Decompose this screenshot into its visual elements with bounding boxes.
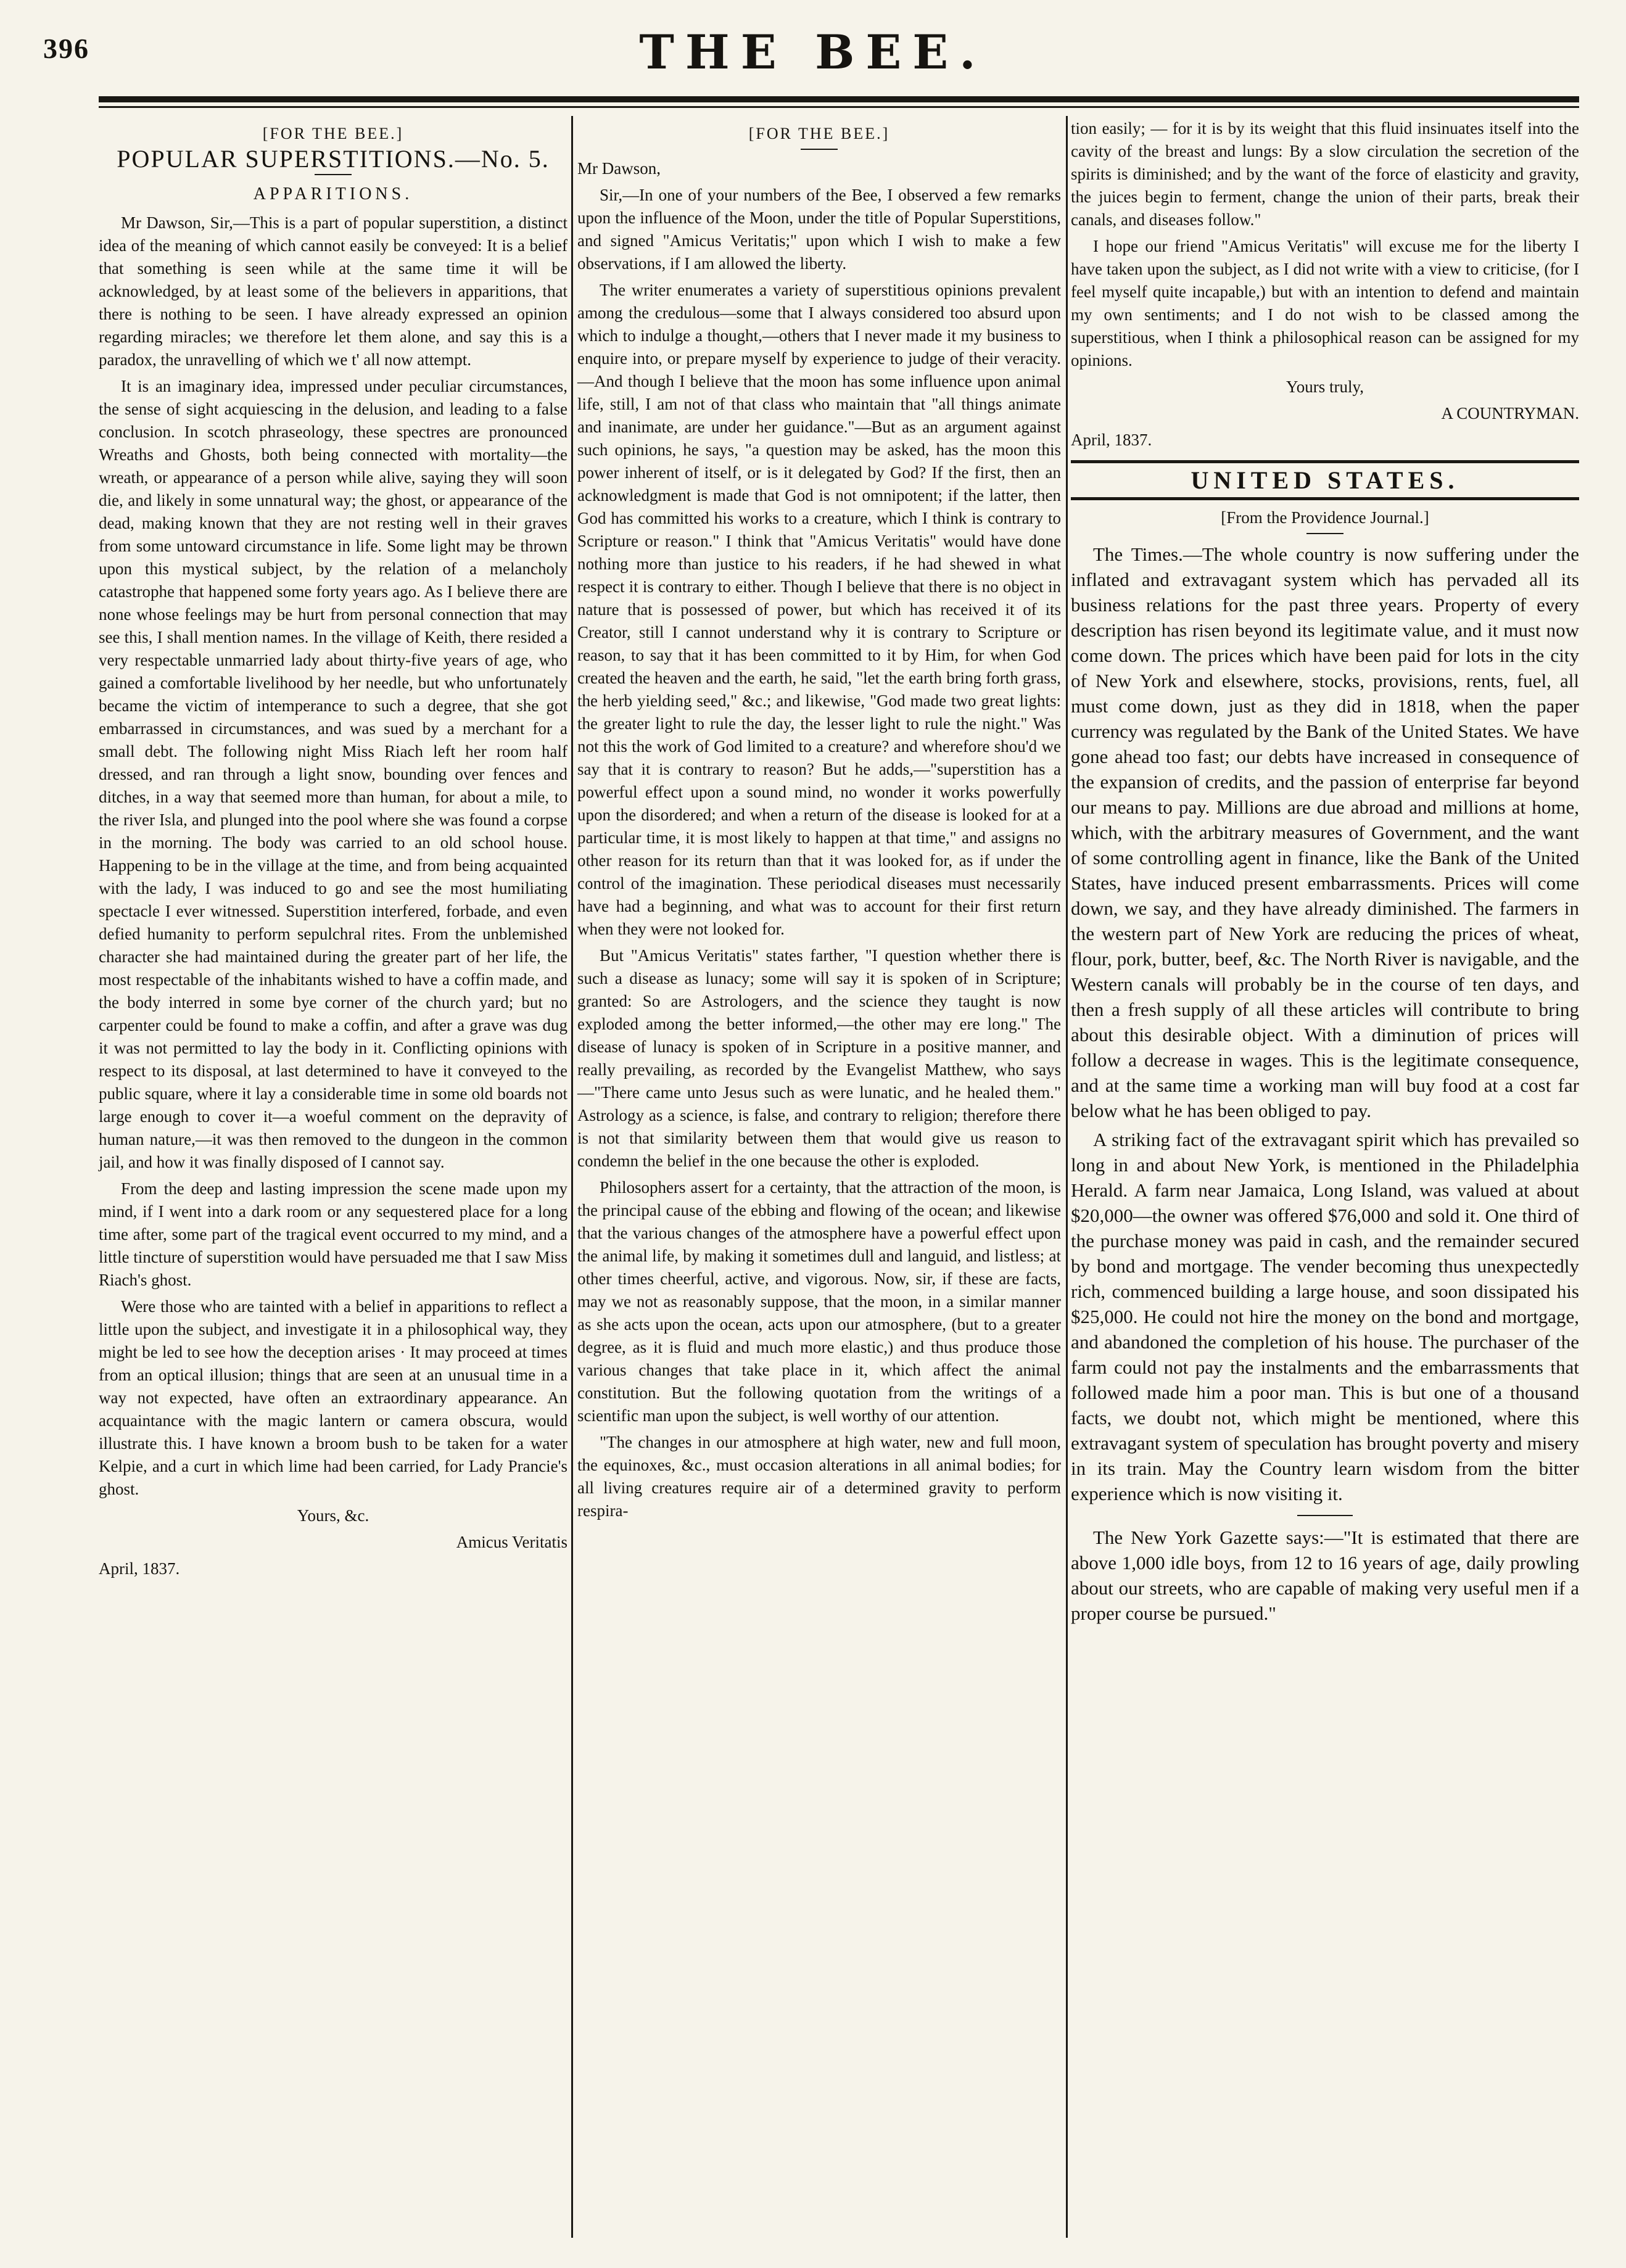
signature: A COUNTRYMAN. [1441, 404, 1579, 423]
header-rule-thin [99, 106, 1579, 108]
note-rule [801, 149, 838, 150]
closing: Yours truly, [1286, 377, 1364, 396]
page-number: 396 [43, 33, 89, 64]
closing: Yours, &c. [297, 1506, 369, 1525]
article-subtitle: APPARITIONS. [253, 184, 413, 204]
article-separator [1297, 1515, 1353, 1516]
news-paragraph: The New York Gazette says:—"It is estimated that there are above 1,000 idle boys, from 12 to 16 years of age, daily prowling about our streets, who are capable of making very useful men if a proper course be pursued." [1071, 1527, 1579, 1624]
date-line: April, 1837. [1071, 431, 1152, 449]
article-paragraph: tion easily; — for it is by its weight that this fluid insinuates itself into the cavity of the breast and lungs: By a slow circulation the secretion of the spirits is diminished; and by the want of the force of elasticity and gravity, the juices begin to ferment, change the union of their parts, break their canals, and diseases follow." [1071, 119, 1579, 229]
article-paragraph: It is an imaginary idea, impressed under peculiar circumstances, the sense of sight acquiescing in the delusion, and leading to a false conclusion. In scotch phraseology, these spectres are pronounced Wreaths and Ghosts, both being connected with mortality—the wreath, or appearance of a person while alive, saying they will soon die, and likely in some unnatural way; the ghost, or appearance of the dead, making known that they are not resting well in their graves from some untoward circumstance in life. Some light may be thrown upon this mystical subject, by the relation of a melancholy catastrophe that happened some forty years ago. As I believe there are none whose feelings may be hurt from personal connection that may see this, I shall mention names. In the village of Keith, there resided a very respectable unmarried lady about thirty-five years of age, who gained a comfortable livelihood by her needle, but who unfortunately became the victim of intemperance to such a degree, that she got embarrassed in circumstances, and was sued by a merchant for a small debt. The following night Miss Riach left her room half dressed, and ran through a light snow, bounding over fences and ditches, in a way that seemed more than human, for about a mile, to the river Isla, and plunged into the pool where she was found a corpse in the morning. The body was carried to an old school house. Happening to be in the village at the time, and from being acquainted with the lady, I was induced to go and see the most humiliating spectacle I ever witnessed. Superstition interfered, forbade, and even defied humanity to perform sepulchral rites. From the unblemished character she had maintained during the greater part of her life, the most respectable of the inhabitants wished to have a coffin made, and the body interred in some bye corner of the church yard; but no carpenter could be found to make a coffin, and after a grave was dug it was not permitted to lay the body in it. Conflicting opinions with respect to its disposal, at last determined to have it conveyed to the public square, where it lay a considerable time in some old boards not large enough to cover it—a woeful comment on the depravity of human nature,—it was then removed to the dungeon in the common jail, and how it was finally disposed of I cannot say. [99, 377, 567, 1171]
article-source-note: [FOR THE BEE.] [262, 125, 404, 142]
article-paragraph: Sir,—In one of your numbers of the Bee, I observed a few remarks upon the influence of the Moon, under the title of Popular Superstitions, and signed "Amicus Veritatis;" upon which I wish to make a few observations, if I am allowed the liberty. [577, 186, 1061, 273]
news-paragraph: The Times.—The whole country is now suffering under the inflated and extravagant system which has pervaded all its business relations for the past three years. Property of every description has risen beyond its legitimate value, and it must now come down. The prices which have been paid for lots in the city of New York and elsewhere, stocks, provisions, rents, fuel, all must come down, just as they did in 1818, when the paper currency was regulated by the Bank of the United States. We have gone ahead too fast; our debts have increased in consequence of the expansion of credits, and the passion of enterprise far beyond our means to pay. Millions are due abroad and millions at home, which, with the arbitrary measures of Government, and the want of some controlling agent in finance, like the Bank of the United States, have induced present embarrassments. Prices will come down, we say, and they have already diminished. The farmers in the western part of New York are reducing the prices of wheat, flour, pork, butter, beef, &c. The North River is navigable, and the Western canals will probably be in the course of ten days, and then a fresh supply of all these articles will contribute to bring about this desirable object. With a diminution of prices will follow a decrease in wages. This is the legitimate consequence, and at the same time a working man will buy food at a cost far below what he has been obliged to pay. [1071, 543, 1579, 1121]
column-divider [1066, 116, 1068, 2238]
section-title: UNITED STATES. [1191, 466, 1459, 494]
signature: Amicus Veritatis [456, 1533, 567, 1551]
article-paragraph: The writer enumerates a variety of superstitious opinions prevalent among the credulous—some that I always considered too absurd upon which to indulge a thought,—others that I never made it my business to enquire into, or prepare myself by experience to judge of their veracity.—And though I believe that the moon has some influence upon animal life, still, I am not of that class who maintain that "all things animate and inanimate, are under her guidance."—But as an argument against such opinions, he says, "a question may be asked, has the moon this power inherent of itself, or is it delegated by God? If the first, then an acknowledgment is made that God is not omnipotent; if the latter, then God has committed his works to a creature, which I think is contrary to Scripture or reason." I think that "Amicus Veritatis" would have done nothing more than justice to his readers, if he had shewed in what respect it is contrary to either. Though I believe that there is no object in nature that is possessed of power, but which has received it of its Creator, still I cannot understand why it is contrary to Scripture or reason, to say that it has been committed to it by Him, for when God created the heaven and the earth, he said, "let the earth bring forth grass, the herb yielding seed," &c.; and likewise, "God made two great lights: the greater light to rule the day, the lesser light to rule the night." Was not this the work of God limited to a creature? and wherefore shou'd we say that it is contrary to reason? But he adds,—"superstition has a powerful effect upon a sound mind, no wonder it works powerfully upon the disordered; and when a return of the disease is looked for at a particular time, it is most likely to happen at that time," and assigns no other reason for its return than that it was looked for, as if under the control of the imagination. These periodical diseases must necessarily have had a beginning, and what was to account for their first return when they were not looked for. [577, 281, 1061, 938]
article-paragraph: But "Amicus Veritatis" states farther, "I question whether there is such a disease as lunacy; some will say it is spoken of in Scripture; granted: So are Astrologers, and the science they taught is now exploded among the better informed,—the other may ere long." The disease of lunacy is spoken of in Scripture in a positive manner, and really prevailing, as recorded by the Evangelist Matthew, who says—"There came unto Jesus such as were lunatic, and he healed them." Astrology as a science, is false, and contrary to religion; therefore there is not that similarity between them that would give us reason to condemn the belief in the one because the other is exploded. [577, 946, 1061, 1170]
source-rule [1306, 533, 1343, 534]
section-header [1071, 460, 1579, 500]
article-source-note: [FOR THE BEE.] [748, 125, 890, 142]
news-paragraph: A striking fact of the extravagant spirit which has prevailed so long in and about New York, is mentioned in the Philadelphia Herald. A farm near Jamaica, Long Island, was valued at about $20,000—the owner was offered $76,000 and sold it. One third of the purchase money was paid in cash, and the remainder secured by bond and mortgage. The vender becoming thus unexpectedly rich, commenced building a large house, and soon dissipated his $25,000. He could not hire the money on the bond and mortgage, and abandoned the completion of his house. The purchaser of the farm could not pay the instalments and the embarrassments that followed made him a poor man. This is but one of a thousand facts, we doubt not, which might be mentioned, where this extravagant system of speculation has brought poverty and misery in its train. May the Country learn wisdom from the bitter experience which is now visiting it. [1071, 1129, 1579, 1504]
article-paragraph: "The changes in our atmosphere at high water, new and full moon, the equinoxes, &c., must occasion alterations in all animal bodies; for all living creatures require air of a determined gravity to perform respira- [577, 1433, 1061, 1520]
article-paragraph: Mr Dawson, Sir,—This is a part of popular superstition, a distinct idea of the meaning of which cannot easily be conveyed: It is a belief that something is seen while at the same time it will be acknowledged, by at least some of the believers in apparitions, that there is nothing to be seen. I have already expressed an opinion regarding miracles; we therefore let them alone, and say this is a paradox, the unravelling of which we t' all now attempt. [99, 213, 567, 369]
date-line: April, 1837. [99, 1559, 180, 1578]
column-popular-superstitions [99, 117, 567, 1584]
article-paragraph: From the deep and lasting impression the scene made upon my mind, if I went into a dark room or any sequestered place for a long time after, some part of the tragical event occurred to my mind, and a little tincture of superstition would have persuaded me that I saw Miss Riach's ghost. [99, 1179, 567, 1289]
title-rule [315, 174, 352, 175]
column-letter-moon [577, 117, 1061, 1526]
salutation: Mr Dawson, [577, 159, 661, 178]
header-rule [99, 96, 1579, 102]
article-title: POPULAR SUPERSTITIONS.—No. 5. [117, 145, 550, 173]
article-paragraph: I hope our friend "Amicus Veritatis" will excuse me for the liberty I have taken upon the subject, as I did not write with a view to criticise, (for I feel myself quite incapable,) but with an intention to defend and maintain my own sentiments; and I do not wish to be classed among the superstitious, when I think a philosophical reason can be assigned for my opinions. [1071, 237, 1579, 369]
masthead: THE BEE. [639, 25, 987, 80]
column-united-states [1071, 117, 1579, 1630]
article-paragraph: Were those who are tainted with a belief in apparitions to reflect a little upon the subject, and investigate it in a philosophical way, they might be led to see how the deception arises · It may proceed at times from an optical illusion; things that are seen at an unusual time in a way not expected, have often an extraordinary appearance. An acquaintance with the magic lantern or camera obscura, would illustrate this. I have known a broom bush to be taken for a water Kelpie, and a curt in which lime had been carried, for Lady Prancie's ghost. [99, 1297, 567, 1498]
column-divider [571, 116, 573, 2238]
article-source-note: [From the Providence Journal.] [1221, 508, 1429, 527]
article-paragraph: Philosophers assert for a certainty, that the attraction of the moon, is the principal cause of the ebbing and flowing of the ocean; and likewise that the various changes of the atmosphere have a powerful effect upon the animal life, by making it sometimes dull and languid, and listless; at other times cheerful, active, and vigorous. Now, sir, if these are facts, may we not as reasonably suppose, that the moon, in a similar manner as she acts upon the ocean, acts upon our atmosphere, (but to a greater degree, as it is fluid and much more elastic,) and thus produce those various changes that take place in it, which affect the animal constitution. But the following quotation from the writings of a scientific man upon the subject, is well worthy of our attention. [577, 1178, 1061, 1425]
